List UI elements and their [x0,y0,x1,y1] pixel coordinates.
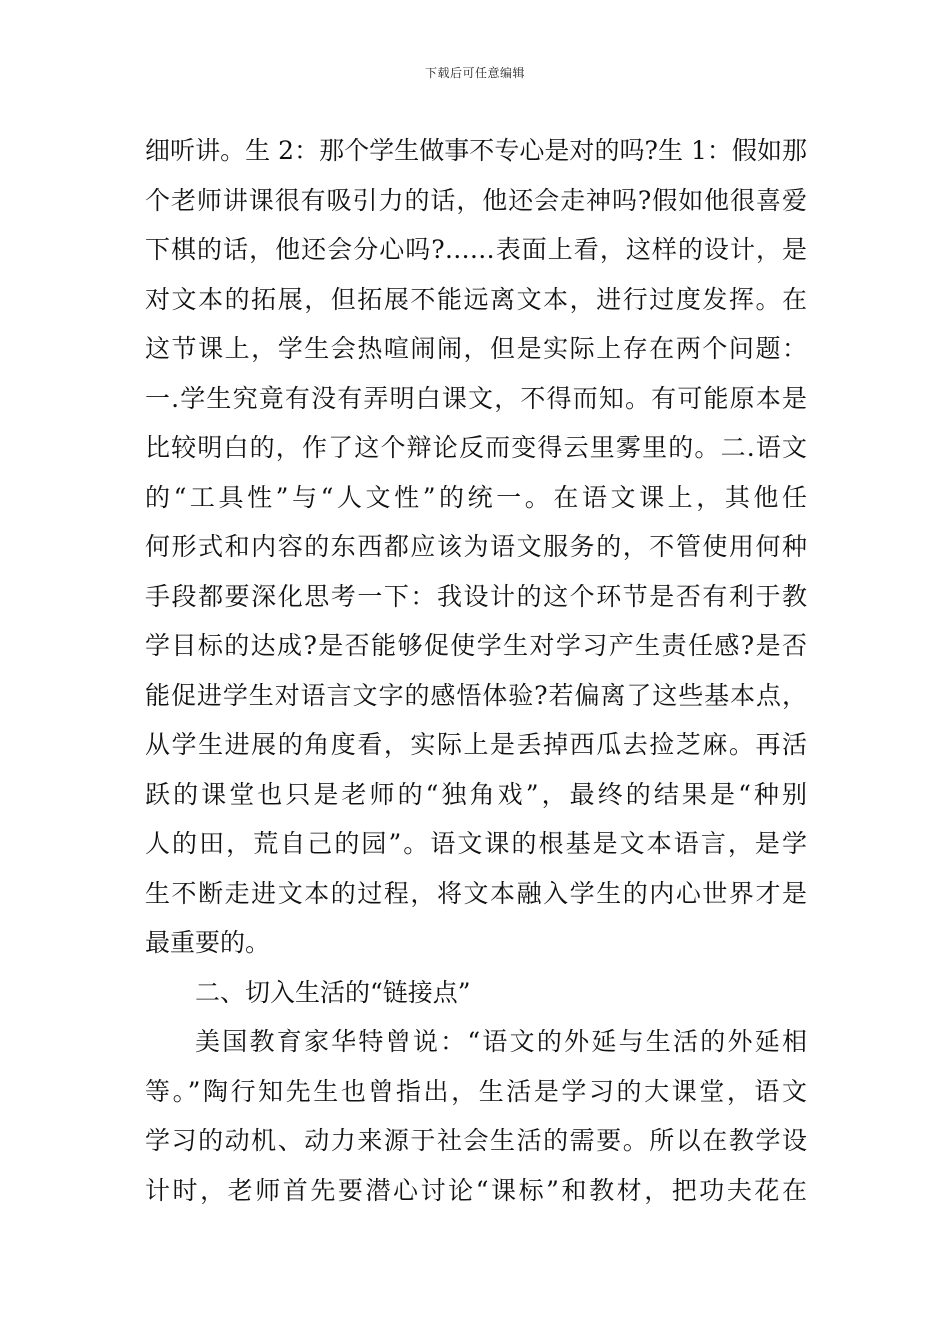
text-line: 下棋的话，他还会分心吗?……表面上看，这样的设计，是 [145,235,807,264]
text-line: 学目标的达成?是否能够促使学生对学习产生责任感?是否 [145,631,807,660]
text-line: 细听讲。生 2：那个学生做事不专心是对的吗?生 1：假如那 [145,136,807,165]
text-line: 最重要的。 [145,928,271,957]
document-body [145,126,807,1215]
text-line: 人的田，荒自己的园”。语文课的根基是文本语言，是学 [145,829,807,858]
text-line: 何形式和内容的东西都应该为语文服务的，不管使用何种 [145,532,807,561]
text-line: 个老师讲课很有吸引力的话，他还会走神吗?假如他很喜爱 [145,185,807,215]
text-line: 的“工具性”与“人文性”的统一。在语文课上，其他任 [145,482,807,512]
text-line: 学习的动机、动力来源于社会生活的需要。所以在教学设 [145,1126,807,1155]
text-line: 对文本的拓展，但拓展不能远离文本，进行过度发挥。在 [145,284,807,314]
text-line: 美国教育家华特曾说：“语文的外延与生活的外延相 [195,1027,807,1056]
text-line: 能促进学生对语言文字的感悟体验?若偏离了这些基本点， [145,680,807,710]
text-line: 手段都要深化思考一下：我设计的这个环节是否有利于教 [145,581,807,611]
section-heading: 二、切入生活的“链接点” [195,977,471,1007]
page-header-note: 下载后可任意编辑 [424,66,525,80]
text-line: 计时，老师首先要潜心讨论“课标”和教材，把功夫花在 [145,1175,807,1205]
text-line: 比较明白的，作了这个辩论反而变得云里雾里的。二.语文 [145,433,807,462]
text-line: 等。”陶行知先生也曾指出，生活是学习的大课堂，语文 [145,1076,807,1106]
text-line: 跃的课堂也只是老师的“独角戏”，最终的结果是“种别 [145,779,807,809]
text-line: 生不断走进文本的过程，将文本融入学生的内心世界才是 [145,878,807,908]
text-line: 一.学生究竟有没有弄明白课文，不得而知。有可能原本是 [145,383,807,413]
text-line: 这节课上，学生会热喧闹闹，但是实际上存在两个问题： [145,334,807,363]
text-line: 从学生进展的角度看，实际上是丢掉西瓜去捡芝麻。再活 [145,730,807,759]
